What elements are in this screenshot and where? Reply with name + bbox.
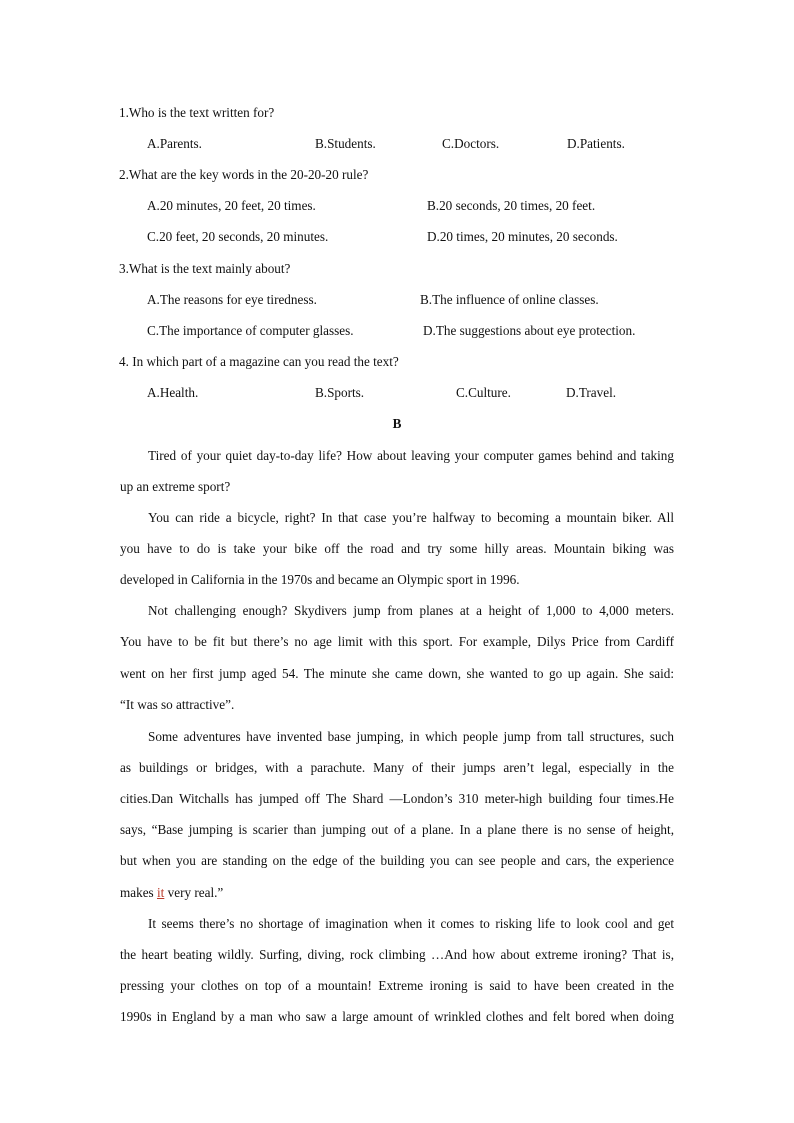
question-3-option-d[interactable]: D.The suggestions about eye protection. bbox=[423, 323, 636, 338]
paragraph-3-line: You have to be fit but there’s no age limit with this sport. For example, Dilys Price from Cardiff bbox=[120, 634, 674, 649]
paragraph-5-line: 1990s in England by a man who saw a large amount of wrinkled clothes and felt bored when doing bbox=[120, 1009, 674, 1024]
question-4-option-c[interactable]: C.Culture. bbox=[456, 385, 511, 400]
paragraph-4-line: Some adventures have invented base jumping, in which people jump from tall structures, such bbox=[148, 729, 674, 744]
paragraph-4-last-line bbox=[120, 885, 223, 901]
paragraph-4-line: says, “Base jumping is scarier than jumping out of a plane. In a plane there is no sense of height, bbox=[120, 822, 674, 837]
question-1-stem: 1.Who is the text written for? bbox=[119, 105, 275, 120]
question-2-option-d[interactable]: D.20 times, 20 minutes, 20 seconds. bbox=[427, 229, 618, 244]
question-4-option-b[interactable]: B.Sports. bbox=[315, 385, 365, 400]
question-2-stem: 2.What are the key words in the 20-20-20 rule? bbox=[119, 167, 369, 182]
paragraph-3-line: “It was so attractive”. bbox=[120, 697, 235, 712]
question-3-option-c[interactable]: C.The importance of computer glasses. bbox=[147, 323, 354, 338]
question-2-option-b[interactable]: B.20 seconds, 20 times, 20 feet. bbox=[427, 198, 596, 213]
paragraph-2-line: developed in California in the 1970s and became an Olympic sport in 1996. bbox=[120, 572, 520, 587]
paragraph-5-line: It seems there’s no shortage of imagination when it comes to risking life to look cool and get bbox=[148, 916, 674, 931]
paragraph-4-line: but when you are standing on the edge of the building you can see people and cars, the experience bbox=[120, 853, 674, 868]
paragraph-5-line: the heart beating wildly. Surfing, diving, rock climbing …And how about extreme ironing? That is, bbox=[120, 947, 674, 962]
section-heading: B bbox=[392, 416, 402, 431]
question-1-option-d[interactable]: D.Patients. bbox=[567, 136, 625, 151]
question-2-option-c[interactable]: C.20 feet, 20 seconds, 20 minutes. bbox=[147, 229, 329, 244]
question-4-option-d[interactable]: D.Travel. bbox=[566, 385, 617, 400]
question-1-option-b[interactable]: B.Students. bbox=[315, 136, 376, 151]
paragraph-5-line: pressing your clothes on top of a mountain! Extreme ironing is said to have been created in the bbox=[120, 978, 674, 993]
paragraph-2-line: You can ride a bicycle, right? In that case you’re halfway to becoming a mountain biker. All bbox=[148, 510, 674, 525]
paragraph-3-line: Not challenging enough? Skydivers jump from planes at a height of 1,000 to 4,000 meters. bbox=[148, 603, 674, 618]
paragraph-4-line: as buildings or bridges, with a parachute. Many of their jumps aren’t legal, especially in the bbox=[120, 760, 674, 775]
paragraph-3-line: went on her first jump aged 54. The minute she came down, she wanted to go up again. She said: bbox=[120, 666, 674, 681]
question-1-option-c[interactable]: C.Doctors. bbox=[442, 136, 500, 151]
paragraph-4-text-after: very real.” bbox=[164, 885, 224, 900]
paragraph-2-line: you have to do is take your bike off the road and try some hilly areas. Mountain biking was bbox=[120, 541, 674, 556]
question-4-option-a[interactable]: A.Health. bbox=[147, 385, 199, 400]
paragraph-1-line: up an extreme sport? bbox=[120, 479, 231, 494]
question-2-option-a[interactable]: A.20 minutes, 20 feet, 20 times. bbox=[147, 198, 316, 213]
question-1-option-a[interactable]: A.Parents. bbox=[147, 136, 202, 151]
question-3-option-b[interactable]: B.The influence of online classes. bbox=[420, 292, 599, 307]
question-3-option-a[interactable]: A.The reasons for eye tiredness. bbox=[147, 292, 317, 307]
paragraph-4-text-before: makes bbox=[120, 885, 157, 900]
underlined-word-it: it bbox=[157, 885, 165, 900]
question-3-stem: 3.What is the text mainly about? bbox=[119, 261, 291, 276]
question-4-stem: 4. In which part of a magazine can you read the text? bbox=[119, 354, 399, 369]
paragraph-4-line: cities.Dan Witchalls has jumped off The Shard —London’s 310 meter-high building four times.He bbox=[120, 791, 674, 806]
paragraph-1-line: Tired of your quiet day-to-day life? How about leaving your computer games behind and taking bbox=[148, 448, 674, 463]
